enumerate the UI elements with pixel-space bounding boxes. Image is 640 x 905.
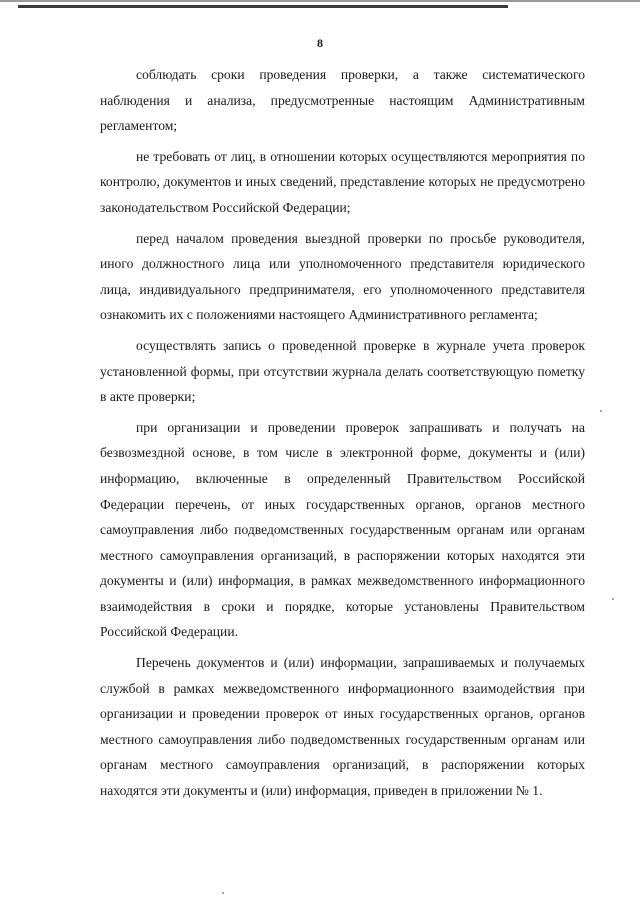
- scan-speck: [612, 598, 614, 600]
- paragraph-deadlines: соблюдать сроки проведения проверки, а также систематического наблюдения и анализа, предусмотренные настоящим Административным регламентом;: [100, 67, 585, 134]
- paragraph-familiarize-regulation: перед началом проведения выездной проверки по просьбе руководителя, иного должностного лица или уполномоченного представителя юридического лица, индивидуального предпринимателя, его уполномоченного представителя ознакомить их с положениями настоящего Административного регламента;: [100, 230, 585, 323]
- paragraph-no-extra-documents: не требовать от лиц, в отношении которых осуществляются мероприятия по контролю, документов и иных сведений, представление которых не предусмотрено законодательством Российской Федерации;: [100, 148, 585, 215]
- paragraph-inspection-journal: осуществлять запись о проведенной проверке в журнале учета проверок установленной формы, при отсутствии журнала делать соответствующую пометку в акте проверки;: [100, 337, 585, 405]
- scan-speck: [600, 410, 602, 412]
- scan-top-edge: [0, 0, 640, 2]
- scan-top-border: [18, 5, 508, 8]
- paragraph-document-list: Перечень документов и (или) информации, запрашиваемых и получаемых службой в рамках межведомственного информационного взаимодействия при организации и проведении проверок от иных государственных органов, органов местного самоуправления либо подведомственных государственным органам или органам местного самоуправления организаций, в распоряжении которых находятся эти документы и (или) информация, приведен в приложении № 1.: [100, 655, 585, 799]
- scan-speck: [222, 892, 224, 894]
- document-body: [100, 62, 585, 809]
- page-number: 8: [317, 36, 323, 50]
- paragraph-request-information: при организации и проведении проверок запрашивать и получать на безвозмездной основе, в том числе в электронной форме, документы и (или) информацию, включенные в определенный Правительством Российской Федерации перечень, от иных государственных органов, органов местного самоуправления либо подведомственных государственным органам или органам местного самоуправления организаций, в распоряжении которых находятся эти документы и (или) информация, в рамках межведомственного информационного взаимодействия в сроки и порядке, которые установлены Правительством Российской Федерации.: [100, 419, 585, 640]
